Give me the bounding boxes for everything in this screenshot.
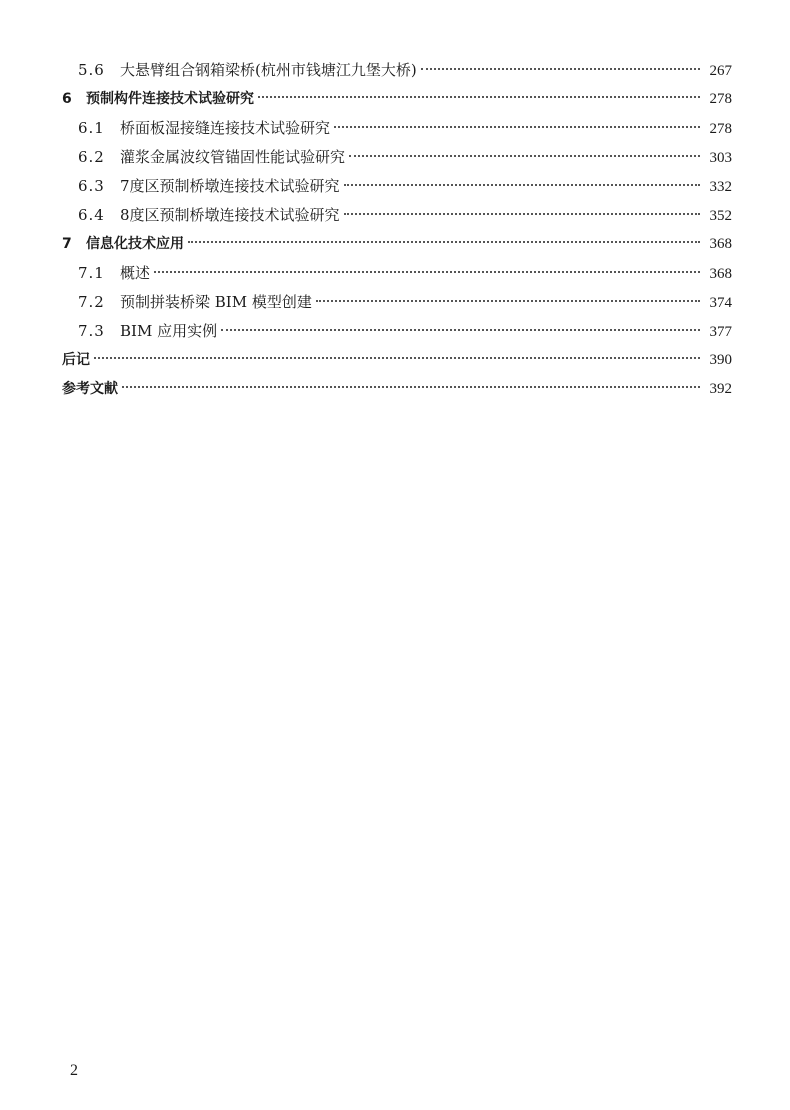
toc-entry-6-2[interactable] [62, 143, 732, 172]
table-of-contents [62, 56, 732, 404]
backmatter-title: 后记 [62, 352, 90, 368]
toc-entry-5-6[interactable] [62, 56, 732, 85]
section-title: 7度区预制桥墩连接技术试验研究 [120, 177, 340, 195]
section-number: 6.2 [78, 148, 105, 166]
section-title: 预制拼装桥梁 BIM 模型创建 [120, 293, 312, 311]
page-reference: 374 [709, 295, 732, 311]
toc-entry-7-3[interactable] [62, 317, 732, 346]
toc-entry-7-2[interactable] [62, 288, 732, 317]
toc-entry-afterword[interactable] [62, 346, 732, 375]
dot-leader [94, 357, 700, 359]
section-number: 6.4 [78, 206, 105, 224]
page-reference: 392 [709, 381, 732, 397]
chapter-number: 7 [62, 236, 73, 252]
dot-leader [316, 300, 700, 302]
chapter-title: 信息化技术应用 [86, 236, 184, 252]
page-reference: 377 [709, 324, 732, 340]
section-number: 7.3 [78, 322, 105, 340]
dot-leader [258, 96, 700, 98]
page-reference: 368 [709, 266, 732, 282]
toc-entry-7-1[interactable] [62, 259, 732, 288]
toc-entry-6-3[interactable] [62, 172, 732, 201]
toc-entry-6-1[interactable] [62, 114, 732, 143]
section-number: 7.2 [78, 293, 105, 311]
section-title: 灌浆金属波纹管锚固性能试验研究 [120, 148, 346, 166]
section-number: 6.3 [78, 177, 105, 195]
toc-entry-chapter-7[interactable] [62, 230, 732, 259]
dot-leader [154, 271, 700, 273]
chapter-title: 预制构件连接技术试验研究 [86, 91, 254, 107]
page-reference: 278 [709, 121, 732, 137]
page-reference: 368 [709, 236, 732, 252]
section-title: 概述 [120, 264, 151, 282]
chapter-number: 6 [62, 91, 73, 107]
dot-leader [349, 155, 700, 157]
section-title: 桥面板湿接缝连接技术试验研究 [120, 119, 331, 137]
dot-leader [334, 126, 700, 128]
section-title: 8度区预制桥墩连接技术试验研究 [120, 206, 340, 224]
page-reference: 332 [709, 179, 732, 195]
section-number: 6.1 [78, 119, 105, 137]
page-reference: 278 [709, 91, 732, 107]
section-number: 5.6 [78, 61, 105, 79]
toc-entry-6-4[interactable] [62, 201, 732, 230]
dot-leader [122, 386, 700, 388]
page-reference: 352 [709, 208, 732, 224]
dot-leader [344, 184, 700, 186]
section-title: 大悬臂组合钢箱梁桥(杭州市钱塘江九堡大桥) [120, 61, 417, 79]
dot-leader [344, 213, 700, 215]
toc-entry-chapter-6[interactable] [62, 85, 732, 114]
page-reference: 390 [709, 352, 732, 368]
dot-leader [421, 68, 700, 70]
toc-entry-references[interactable] [62, 375, 732, 404]
backmatter-title: 参考文献 [62, 381, 118, 397]
folio-page-number: 2 [70, 1062, 78, 1079]
page-reference: 267 [709, 63, 732, 79]
page-reference: 303 [709, 150, 732, 166]
dot-leader [188, 241, 700, 243]
section-number: 7.1 [78, 264, 105, 282]
dot-leader [221, 329, 700, 331]
section-title: BIM 应用实例 [120, 322, 218, 340]
